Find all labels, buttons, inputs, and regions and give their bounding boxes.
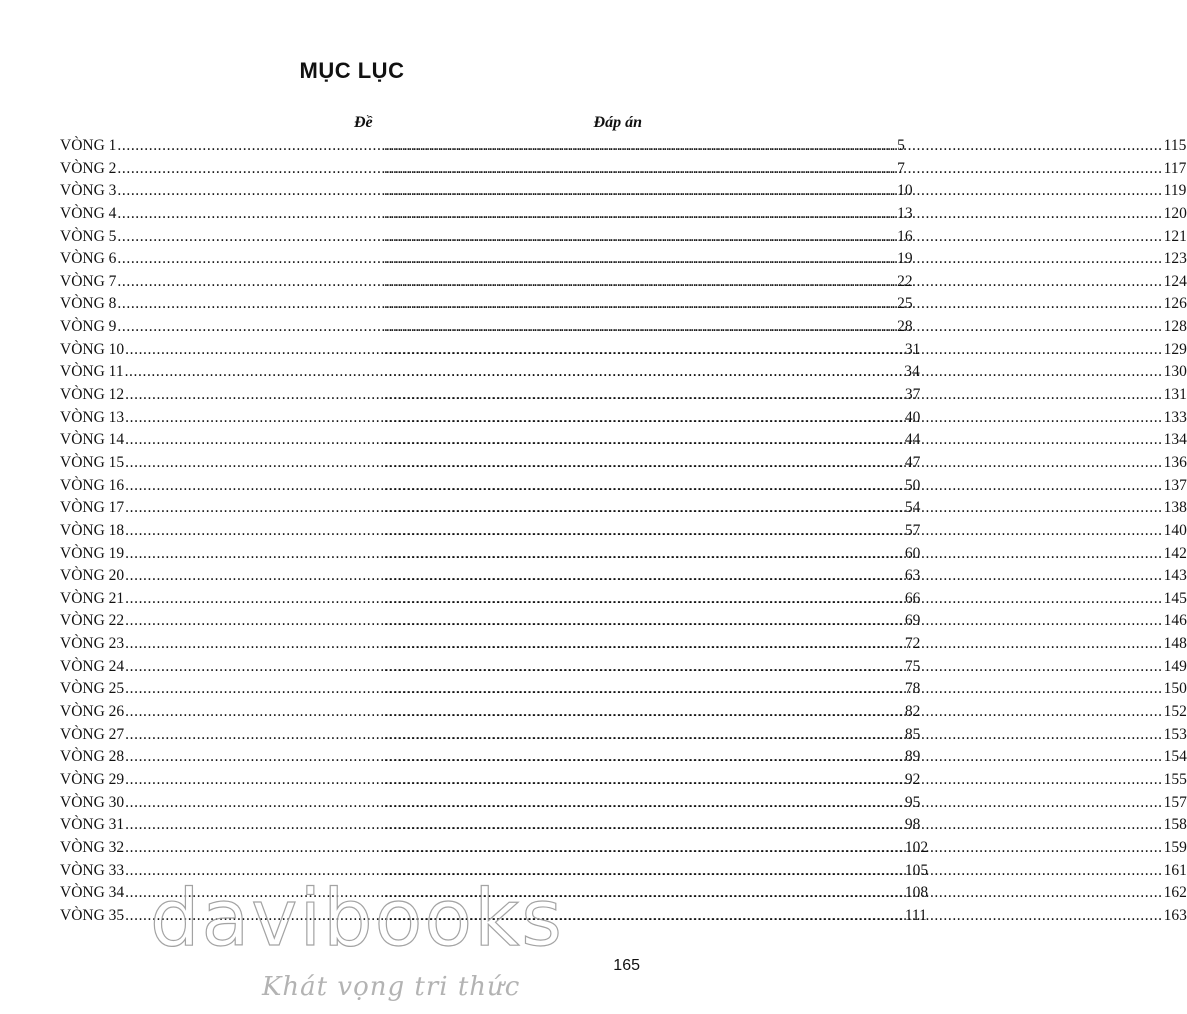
toc-entry [60, 159, 1187, 183]
toc-entry-dap-an-page: 136 [1163, 453, 1187, 471]
toc-entry-de-page: 10 [897, 182, 913, 200]
toc-entry [60, 703, 1187, 726]
toc-entry-de-page: 66 [904, 589, 921, 607]
toc-entry-de-page: 111 [904, 906, 927, 924]
toc-entry-dap-an-page: 121 [1163, 227, 1187, 245]
toc-entry [60, 793, 1187, 817]
toc-entry-dap-an-page: 149 [1163, 657, 1187, 675]
toc-entry-dap-an-page: 158 [1163, 816, 1187, 834]
toc-entry-label: VÒNG 22 [60, 612, 125, 630]
toc-entry [60, 227, 1187, 251]
toc-entry-dap-an-page: 152 [1163, 703, 1187, 721]
dot-leader [384, 228, 1163, 246]
toc-entry-dap-an-page: 145 [1163, 589, 1187, 607]
toc-entry-label: VÒNG 31 [60, 816, 125, 834]
toc-entry-label: VÒNG 1 [60, 137, 117, 154]
toc-entry-label: VÒNG 4 [60, 204, 117, 222]
dot-leader [384, 658, 1163, 676]
toc-entry-de-page: 98 [904, 816, 921, 834]
toc-entry-label: VÒNG 18 [60, 521, 125, 539]
toc-entry-de-page: 78 [904, 680, 921, 698]
toc-entry-label: VÒNG 3 [60, 182, 117, 200]
toc-entry-de-page: 25 [897, 295, 913, 313]
toc-entry [60, 363, 1187, 386]
toc-entry [60, 612, 1187, 635]
dot-leader [384, 590, 1163, 608]
toc-entry-dap-an-page: 157 [1163, 793, 1187, 811]
toc-entry-dap-an-page: 150 [1163, 680, 1187, 698]
dot-leader [384, 273, 1163, 291]
toc-entry [60, 838, 1187, 862]
toc-entry [60, 748, 1187, 771]
toc-entry-dap-an-page: 163 [1163, 906, 1187, 924]
toc-entry-de-page: 50 [904, 476, 921, 494]
toc-entry-dap-an-page: 155 [1163, 770, 1187, 788]
toc-entry-dap-an-page: 159 [1163, 838, 1187, 856]
toc-entry-de-page: 37 [904, 386, 921, 404]
toc-entry-de-page: 13 [897, 204, 913, 222]
toc-entry-label: VÒNG 8 [60, 295, 117, 313]
toc-entry [60, 521, 1187, 545]
toc-entry-label: VÒNG 27 [60, 725, 125, 743]
toc-entry-label: VÒNG 10 [60, 340, 125, 358]
dot-leader [384, 726, 1163, 744]
dot-leader [384, 137, 1163, 155]
toc-entry-de-page: 28 [897, 318, 913, 336]
dot-leader [384, 363, 1163, 381]
toc-entry-de-page: 31 [904, 340, 921, 358]
toc-entry [60, 453, 1187, 477]
toc-entry [60, 680, 1187, 703]
toc-entry [60, 544, 1187, 568]
dot-leader [384, 386, 1163, 404]
dot-leader [384, 680, 1163, 698]
toc-entry-label: VÒNG 15 [60, 453, 125, 471]
toc-entry [60, 295, 1187, 318]
toc-entry-de-page: 40 [904, 408, 921, 426]
toc-entry-dap-an-page: 137 [1163, 476, 1187, 494]
dot-leader [384, 794, 1163, 812]
dot-leader [384, 816, 1163, 834]
toc-entry [60, 770, 1187, 794]
toc-entry [60, 204, 1187, 228]
column-header-dap-an: Đáp án [593, 114, 642, 131]
toc-entry-label: VÒNG 28 [60, 748, 125, 766]
toc-entry-de-page: 19 [897, 250, 913, 268]
toc-entry [60, 499, 1187, 522]
toc-entry-dap-an-page: 146 [1163, 612, 1187, 630]
toc-entry [60, 408, 1187, 432]
toc-entry-label: VÒNG 30 [60, 793, 125, 811]
toc-entry-label: VÒNG 33 [60, 861, 125, 879]
toc-entry-label: VÒNG 19 [60, 544, 125, 562]
toc-entry-de-page: 108 [904, 884, 929, 902]
toc-entry [60, 431, 1187, 454]
toc-entry-label: VÒNG 29 [60, 770, 125, 788]
toc-entry-label: VÒNG 11 [60, 363, 124, 381]
toc-entry-label: VÒNG 13 [60, 408, 125, 426]
dot-leader [384, 182, 1163, 200]
toc-entry-dap-an-page: 117 [1163, 159, 1187, 177]
toc-entry-label: VÒNG 5 [60, 227, 117, 245]
toc-entry [60, 567, 1187, 590]
toc-entry-label: VÒNG 14 [60, 431, 125, 449]
toc-entry-de-page: 34 [904, 363, 920, 381]
toc-entry-de-page: 72 [904, 635, 921, 653]
toc-entry-de-page: 63 [904, 567, 921, 585]
dot-leader [384, 499, 1163, 517]
toc-entry-dap-an-page: 162 [1163, 884, 1187, 902]
toc-entry-label: VÒNG 16 [60, 476, 125, 494]
toc-entry-dap-an-page: 126 [1163, 295, 1187, 313]
toc-entry-label: VÒNG 26 [60, 703, 125, 721]
page-title: MỤC LỤC [299, 58, 405, 83]
toc-entry [60, 182, 1187, 205]
toc-entry-label: VÒNG 2 [60, 159, 117, 177]
toc-entry [60, 476, 1187, 500]
toc-entry-de-page: 7 [897, 159, 905, 177]
toc-entry-label: VÒNG 25 [60, 680, 125, 698]
toc-entry-dap-an-page: 140 [1163, 521, 1187, 539]
toc-entry [60, 386, 1187, 409]
toc-entry [60, 272, 1187, 296]
toc-entry-label: VÒNG 34 [60, 884, 125, 902]
toc-entry-label: VÒNG 6 [60, 250, 117, 268]
toc-entry-label: VÒNG 17 [60, 499, 125, 517]
dot-leader [384, 341, 1163, 359]
column-header-de: Đề [354, 114, 373, 131]
toc-entry-de-page: 75 [904, 657, 921, 675]
dot-leader [384, 250, 1163, 268]
toc-entry-label: VÒNG 35 [60, 906, 125, 924]
toc-entry-dap-an-page: 119 [1163, 182, 1187, 200]
toc-entry-de-page: 89 [904, 748, 921, 766]
dot-leader [384, 318, 1163, 336]
dot-leader [384, 703, 1163, 721]
toc-entry-label: VÒNG 32 [60, 838, 125, 856]
toc-entry [60, 137, 1187, 160]
toc-entry-dap-an-page: 161 [1163, 861, 1187, 879]
toc-entry-de-page: 105 [904, 861, 929, 879]
toc-entry-label: VÒNG 12 [60, 386, 125, 404]
toc-entry [60, 589, 1187, 613]
toc-entry [60, 318, 1187, 341]
dot-leader [384, 409, 1163, 427]
toc-entry-dap-an-page: 142 [1163, 544, 1187, 562]
toc-entry-dap-an-page: 148 [1163, 635, 1187, 653]
toc-entry-de-page: 44 [904, 431, 921, 449]
table-of-contents [60, 137, 1187, 929]
dot-leader [384, 748, 1163, 766]
toc-entry-de-page: 95 [904, 793, 921, 811]
toc-entry-de-page: 69 [904, 612, 921, 630]
dot-leader [384, 612, 1163, 630]
toc-entry-dap-an-page: 143 [1163, 567, 1187, 585]
dot-leader [384, 635, 1163, 653]
toc-entry-dap-an-page: 138 [1163, 499, 1187, 517]
dot-leader [384, 522, 1163, 540]
toc-entry-dap-an-page: 153 [1163, 725, 1187, 743]
toc-entry [60, 725, 1187, 749]
watermark-tagline: Khát vọng tri thức [262, 972, 521, 1002]
toc-entry-label: VÒNG 9 [60, 318, 117, 336]
toc-entry-dap-an-page: 134 [1163, 431, 1187, 449]
watermark-brand: davibooks [150, 874, 564, 964]
toc-entry [60, 657, 1187, 681]
toc-entry-dap-an-page: 129 [1163, 340, 1187, 358]
dot-leader [384, 545, 1163, 563]
dot-leader [384, 771, 1163, 789]
toc-entry-de-page: 47 [904, 453, 921, 471]
toc-entry-de-page: 82 [904, 703, 921, 721]
toc-entry [60, 250, 1187, 273]
toc-entry-label: VÒNG 7 [60, 272, 117, 290]
toc-entry-de-page: 5 [897, 137, 905, 154]
toc-entry-dap-an-page: 128 [1163, 318, 1187, 336]
toc-entry [60, 340, 1187, 364]
toc-entry-dap-an-page: 115 [1163, 137, 1187, 154]
toc-entry-de-page: 102 [904, 838, 929, 856]
toc-entry-label: VÒNG 20 [60, 567, 125, 585]
toc-entry-label: VÒNG 21 [60, 589, 125, 607]
toc-entry-de-page: 57 [904, 521, 921, 539]
dot-leader [384, 477, 1163, 495]
toc-entry [60, 816, 1187, 839]
toc-entry-dap-an-page: 120 [1163, 204, 1187, 222]
dot-leader [384, 295, 1163, 313]
toc-entry-label: VÒNG 23 [60, 635, 125, 653]
dot-leader [384, 839, 1163, 857]
dot-leader [384, 431, 1163, 449]
toc-entry-dap-an-page: 124 [1163, 272, 1187, 290]
toc-entry-de-page: 85 [904, 725, 921, 743]
page-number: 165 [613, 957, 640, 974]
toc-entry-de-page: 16 [897, 227, 913, 245]
toc-entry-dap-an-page: 123 [1163, 250, 1187, 268]
toc-entry [60, 635, 1187, 658]
toc-entry-dap-an-page: 130 [1163, 363, 1187, 381]
toc-entry-dap-an-page: 131 [1163, 386, 1187, 404]
dot-leader [384, 454, 1163, 472]
toc-entry-de-page: 22 [897, 272, 913, 290]
toc-entry-de-page: 60 [904, 544, 921, 562]
toc-entry-de-page: 54 [904, 499, 921, 517]
toc-entry-dap-an-page: 133 [1163, 408, 1187, 426]
dot-leader [384, 160, 1163, 178]
toc-entry-dap-an-page: 154 [1163, 748, 1187, 766]
dot-leader [384, 205, 1163, 223]
toc-entry-de-page: 92 [904, 770, 921, 788]
toc-entry-label: VÒNG 24 [60, 657, 125, 675]
dot-leader [384, 567, 1163, 585]
